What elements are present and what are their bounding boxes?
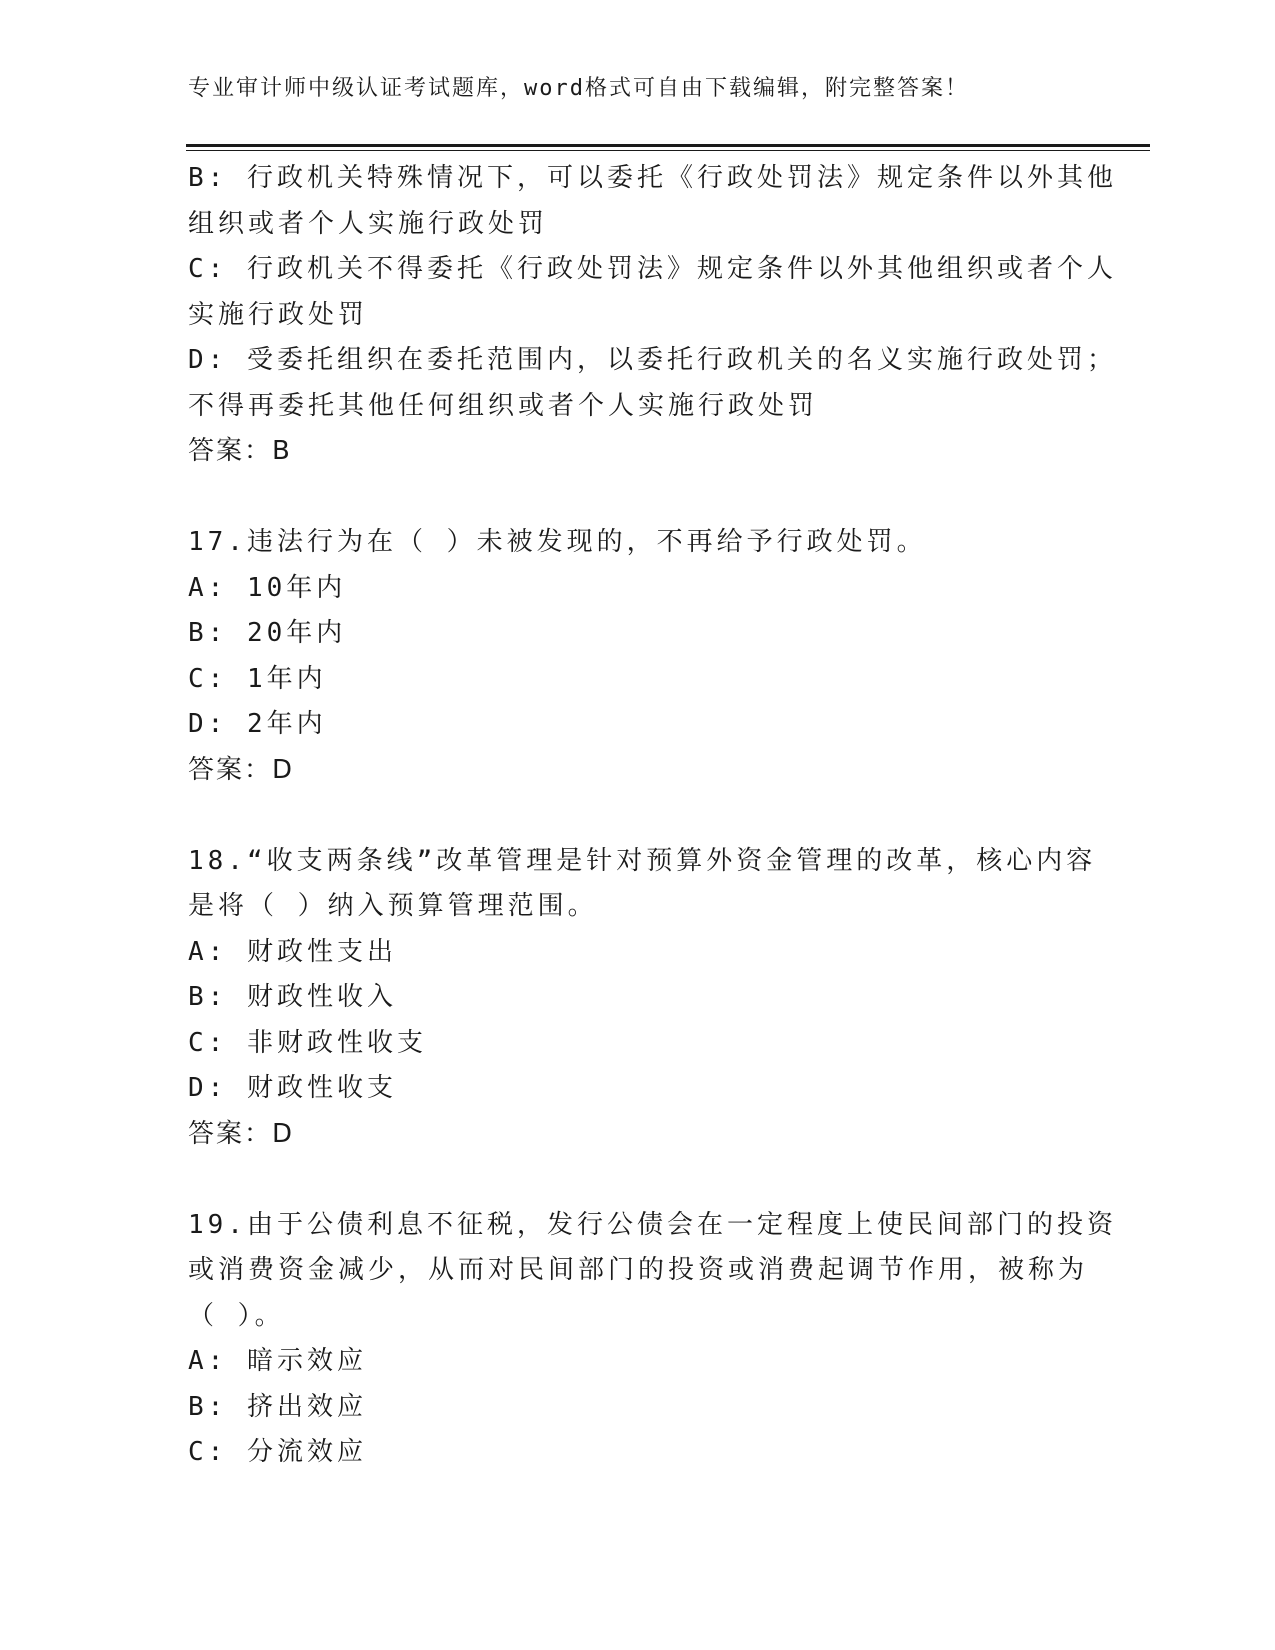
question-stem-line-3: （ ）。	[188, 1300, 285, 1331]
prev-question-block	[188, 156, 1117, 475]
option-a: A: 10年内	[188, 572, 347, 603]
spacer	[188, 475, 1088, 521]
option-a: A: 暗示效应	[188, 1346, 367, 1376]
question-stem-line-2: 或消费资金减少，从而对民间部门的投资或消费起调节作用，被称为	[188, 1255, 1089, 1285]
option-c: C: 分流效应	[188, 1437, 367, 1467]
option-d: D: 2年内	[188, 709, 327, 739]
question-19	[188, 1203, 1117, 1476]
option-c-line-2: 实施行政处罚	[188, 299, 369, 330]
option-b: B: 挤出效应	[188, 1391, 367, 1422]
answer-line: 答案：D	[188, 754, 295, 785]
question-17	[188, 520, 1088, 793]
option-b: B: 20年内	[188, 618, 347, 648]
question-stem: 17.违法行为在（ ）未被发现的，不再给予行政处罚。	[188, 527, 927, 557]
option-c: C: 非财政性收支	[188, 1027, 427, 1058]
answer-line: 答案：D	[188, 1118, 295, 1149]
question-stem-line-1: 18.“收支两条线”改革管理是针对预算外资金管理的改革，核心内容	[188, 845, 1097, 876]
option-c-line-1: C: 行政机关不得委托《行政处罚法》规定条件以外其他组织或者个人	[188, 254, 1117, 284]
page-header: 专业审计师中级认证考试题库，word格式可自由下载编辑，附完整答案！	[188, 76, 969, 101]
option-b-line-1: B: 行政机关特殊情况下，可以委托《行政处罚法》规定条件以外其他	[188, 163, 1117, 193]
spacer	[188, 1157, 1088, 1203]
question-stem-line-2: 是将（ ）纳入预算管理范围。	[188, 891, 598, 921]
header-rule-thin	[186, 150, 1150, 151]
question-18	[188, 839, 1097, 1158]
question-stem-line-1: 19.由于公债利息不征税，发行公债会在一定程度上使民间部门的投资	[188, 1209, 1117, 1240]
option-d-line-2: 不得再委托其他任何组织或者个人实施行政处罚	[188, 390, 819, 421]
option-a: A: 财政性支出	[188, 936, 397, 967]
header-rule-thick	[186, 144, 1150, 147]
option-d: D: 财政性收支	[188, 1073, 397, 1103]
document-body	[188, 156, 1117, 1476]
answer-line: 答案：B	[188, 436, 292, 466]
option-c: C: 1年内	[188, 663, 327, 694]
option-b-line-2: 组织或者个人实施行政处罚	[188, 208, 549, 239]
spacer	[188, 793, 1088, 839]
option-b: B: 财政性收入	[188, 982, 397, 1012]
option-d-line-1: D: 受委托组织在委托范围内，以委托行政机关的名义实施行政处罚；	[188, 345, 1117, 375]
